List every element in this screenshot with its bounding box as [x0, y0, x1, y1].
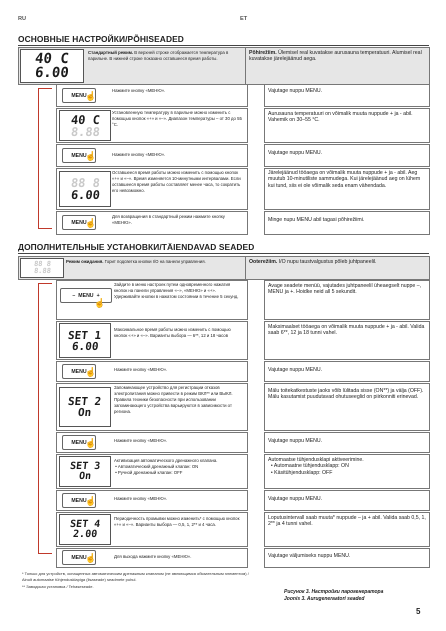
display-set2 — [59, 387, 111, 427]
intro-bold-et: Põhirežiim. — [249, 50, 277, 56]
intro-body-ru: Горит подсветка кнопки I/O на панели управления. — [103, 259, 206, 264]
step-text-et: Minge nupu MENU abil tagasi põhirežiimi. — [268, 217, 365, 223]
step-text-et: Vajutage nuppu MENU. — [268, 367, 323, 373]
menu-button-label: MENU — [71, 152, 87, 159]
menu-button-label: MENU — [71, 92, 87, 99]
bullet-text: Автоматический дренажный клапан: ON — [117, 464, 199, 469]
display-set3 — [59, 456, 111, 487]
flow-line — [38, 283, 52, 284]
bullet-item: • Ручной дренажный клапан: OFF — [114, 470, 183, 475]
display-line-top: SET 1 — [67, 328, 103, 342]
display-temperature: 40 C — [34, 51, 70, 67]
bullet-text: Automaatne tühjendusklapp: ON — [273, 463, 349, 470]
menu-button-label: MENU — [71, 554, 87, 561]
pointing-hand-icon: ☝ — [85, 496, 97, 506]
step-text-et: Aurusauna temperatuuri on võimalik muuta nuppude + ja - abil. Vahemik on 30–55 °C. — [268, 111, 413, 124]
intro-bold-ru: Режим ожидания. — [66, 259, 104, 264]
figure-caption-ru: Рисунок 3. Настройки парогенератора — [284, 589, 384, 595]
step-text-et: Vajutage nuppu MENU. — [268, 496, 323, 502]
lang-label-ru: RU — [18, 16, 27, 22]
step-text-ru: Нажмите кнопку «МЕНЮ». — [112, 88, 166, 93]
display-blank: 8.88 — [33, 267, 51, 275]
plus-icon: + — [96, 292, 100, 299]
bullet-text: Ручной дренажный клапан: OFF — [117, 470, 183, 475]
minus-icon: – — [72, 292, 76, 299]
step-text-ru: Максимальное время работы можно изменить с помощью кнопок «+» и «–». Варианты выбора — 6**, 12 и 18 часов — [114, 327, 231, 338]
display-line-bottom-blank: 8.88 — [69, 124, 101, 139]
step-text-ru: Установленную температуру в парильне можно изменить с помощью кнопок «+» и «–». Диапазон температуры – от 30 до 55 °C. — [112, 110, 242, 127]
bullet-item: • Автоматический дренажный клапан: ON — [114, 464, 199, 469]
menu-button-label: MENU — [71, 368, 87, 375]
flow-line — [38, 553, 52, 554]
intro-bold-et: Ooterežiim. — [249, 259, 278, 265]
flow-line — [38, 228, 52, 229]
intro-bold-ru: Стандартный режим. — [88, 50, 134, 55]
flow-line — [38, 88, 52, 89]
intro-text-et — [249, 50, 425, 63]
step-text-ru: Зайдите в меню настроек путем одновременного нажатия кнопок на панели управления «–», «МЕНЮ» и «+». Удерживайте кнопки в нажатом состоянии в течение 5 секунд. — [114, 282, 239, 299]
intro-text-ru — [88, 50, 240, 62]
figure-caption-et: Joonis 3. Aurugeneraatori seaded — [284, 596, 365, 602]
step-heading-et: Automaatse tühjendusklapi aktiveerimine. — [268, 457, 364, 463]
step-text-ru — [114, 458, 242, 476]
intro-text-ru — [66, 259, 241, 265]
display-line-bottom: 6.00 — [69, 188, 101, 202]
display-standby — [20, 258, 64, 278]
display-temp-setting — [59, 110, 111, 141]
step-text-et: Vajutage nuppu MENU. — [268, 150, 323, 156]
intro-text-et — [249, 259, 425, 265]
step-text-et: Vajutage väljumiseks nuppu MENU. — [268, 553, 351, 559]
flow-line — [38, 283, 39, 553]
step-text-ru: Для выхода нажмите кнопку «МЕНЮ». — [114, 554, 192, 559]
footnote-1: * Только для устройств, оснащенных автоматическим дренажным клапаном (не являющимся обязательным элементом) / — [22, 571, 249, 576]
display-line-top: 40 C — [69, 112, 101, 127]
menu-button-label: MENU — [78, 292, 94, 299]
step-text-ru: Нажмите кнопку «МЕНЮ». — [114, 367, 168, 372]
section-title-additional: ДОПОЛНИТЕЛЬНЫЕ УСТАНОВКИ/TÄIENDAVAD SEADED — [18, 242, 255, 252]
step-text-et: Maksimaalset tööaega on võimalik muuta nuppude + ja - abil. Valida saab 6**, 12 ja 18 tunni vahel. — [268, 324, 425, 337]
section-title-basic: ОСНОВНЫЕ НАСТРОЙКИ/PÕHISEADED — [18, 34, 184, 44]
step-text-et: Mälu toitekatkestuste jaoks võib lülitada sisse (ON**) ja välja (OFF). Mälu kasutamist puudutavad ohutuseeglid on piirkonniti erinevad. — [268, 388, 424, 401]
display-line-top-blank: 88 8 — [69, 176, 101, 190]
intro-body-et: I/O nupu taustvalgustus põleb juhtpaneelil. — [277, 259, 377, 265]
step-text-et: Loputusintervall saab muuta* nuppude – ja + abil. Valida saab 0,5, 1, 2** ja 4 tunni vahel. — [268, 515, 426, 528]
display-set4 — [59, 514, 111, 545]
display-line-bottom: On — [78, 470, 92, 482]
intro-body-et: Ülemisel real kuvatakse aurusauna temperatuuri. Alumisel real kuvatakse järelejäänud aega. — [249, 50, 422, 63]
step-heading-ru: Активизация автоматического дренажного клапана. — [114, 458, 218, 463]
display-line-bottom: 6.00 — [71, 339, 99, 353]
display-line-bottom: On — [77, 406, 93, 419]
step-text-et — [268, 457, 426, 476]
pointing-hand-icon: ☝ — [94, 298, 106, 308]
step-text-ru: Периодичность промывки можно изменить* с помощью кнопок «+» и «–». Варианты выбора — 0,5, 1, 2** и 4 часа. — [114, 516, 240, 527]
display-line-top: SET 3 — [69, 460, 101, 472]
step-text-ru: Нажмите кнопку «МЕНЮ». — [114, 438, 168, 443]
step-text-ru: Оставшееся время работы можно изменить с помощью кнопок «+» и «–». Время изменяется 10-минутными интервалами. Если оставшееся время работы составляет менее часа, то сократить его невозможно. — [112, 170, 241, 193]
step-text-et: Vajutage nuppu MENU. — [268, 438, 323, 444]
display-set1 — [59, 323, 111, 358]
pointing-hand-icon: ☝ — [85, 553, 97, 563]
step-text-ru: Для возвращения в стандартный режим нажмите кнопку «МЕНЮ». — [112, 214, 225, 225]
menu-button-label: MENU — [71, 439, 87, 446]
menu-button-label: MENU — [71, 497, 87, 504]
divider — [18, 253, 429, 254]
lang-label-et: ET — [240, 16, 248, 22]
step-text-et: Järelejäänud tööaega on võimalik muuta nuppude + ja - abil. Aeg muutub 10-minutiliste sammudega. Kui järelejäänud aeg on lühem kui tund, siis ei ole võimalik seda enam vähendada. — [268, 170, 421, 189]
flow-line — [38, 88, 39, 228]
display-line-bottom: 2.00 — [72, 528, 98, 540]
display-blank: 88 8 — [33, 260, 51, 268]
display-line-top: SET 2 — [67, 395, 103, 408]
pointing-hand-icon: ☝ — [85, 151, 97, 161]
bullet-item: • Käsitühjendusklapp: OFF — [268, 469, 333, 476]
menu-button-label: MENU — [71, 219, 87, 226]
display-time-setting — [59, 171, 111, 207]
step-text-et: Vajutage nuppu MENU. — [268, 88, 323, 94]
pointing-hand-icon: ☝ — [85, 438, 97, 448]
step-text-ru: Нажмите кнопку «МЕНЮ». — [112, 152, 166, 157]
display-time: 6.00 — [34, 65, 70, 81]
footnote-2: ** Заводская установка / Tehaseseade. — [22, 584, 94, 589]
footnote-1-et: Ainult automaatse tühjendusklapiga (lisaseade) seadmete puhul. — [22, 577, 137, 582]
bullet-text: Käsitühjendusklapp: OFF — [274, 469, 333, 476]
step-text-et: Avage seadete menüü, vajutades juhtpaneelil üheaegselt nuppe –, MENU ja +. Hoidke neid all 5 sekundit. — [268, 283, 422, 296]
divider — [18, 45, 429, 46]
step-text-ru: Запоминающее устройство для регистрации отказов электропитания можно привести в режим ВКЛ** или ВЫКЛ. Правила техники безопасности при использовании запоминающего устройства варьируются в зависимости от региона. — [114, 385, 233, 414]
pointing-hand-icon: ☝ — [85, 91, 97, 101]
pointing-hand-icon: ☝ — [85, 218, 97, 228]
page-number: 5 — [416, 607, 421, 616]
step-text-ru: Нажмите кнопку «МЕНЮ». — [114, 496, 168, 501]
display-standard — [20, 49, 84, 83]
bullet-item: • Automaatne tühjendusklapp: ON — [268, 463, 349, 470]
intro-body-ru: В верхней строке отображается температура в парильне. В нижней строке показано оставшееся время работы. — [88, 50, 229, 61]
display-line-top: SET 4 — [69, 518, 101, 530]
pointing-hand-icon: ☝ — [85, 367, 97, 377]
